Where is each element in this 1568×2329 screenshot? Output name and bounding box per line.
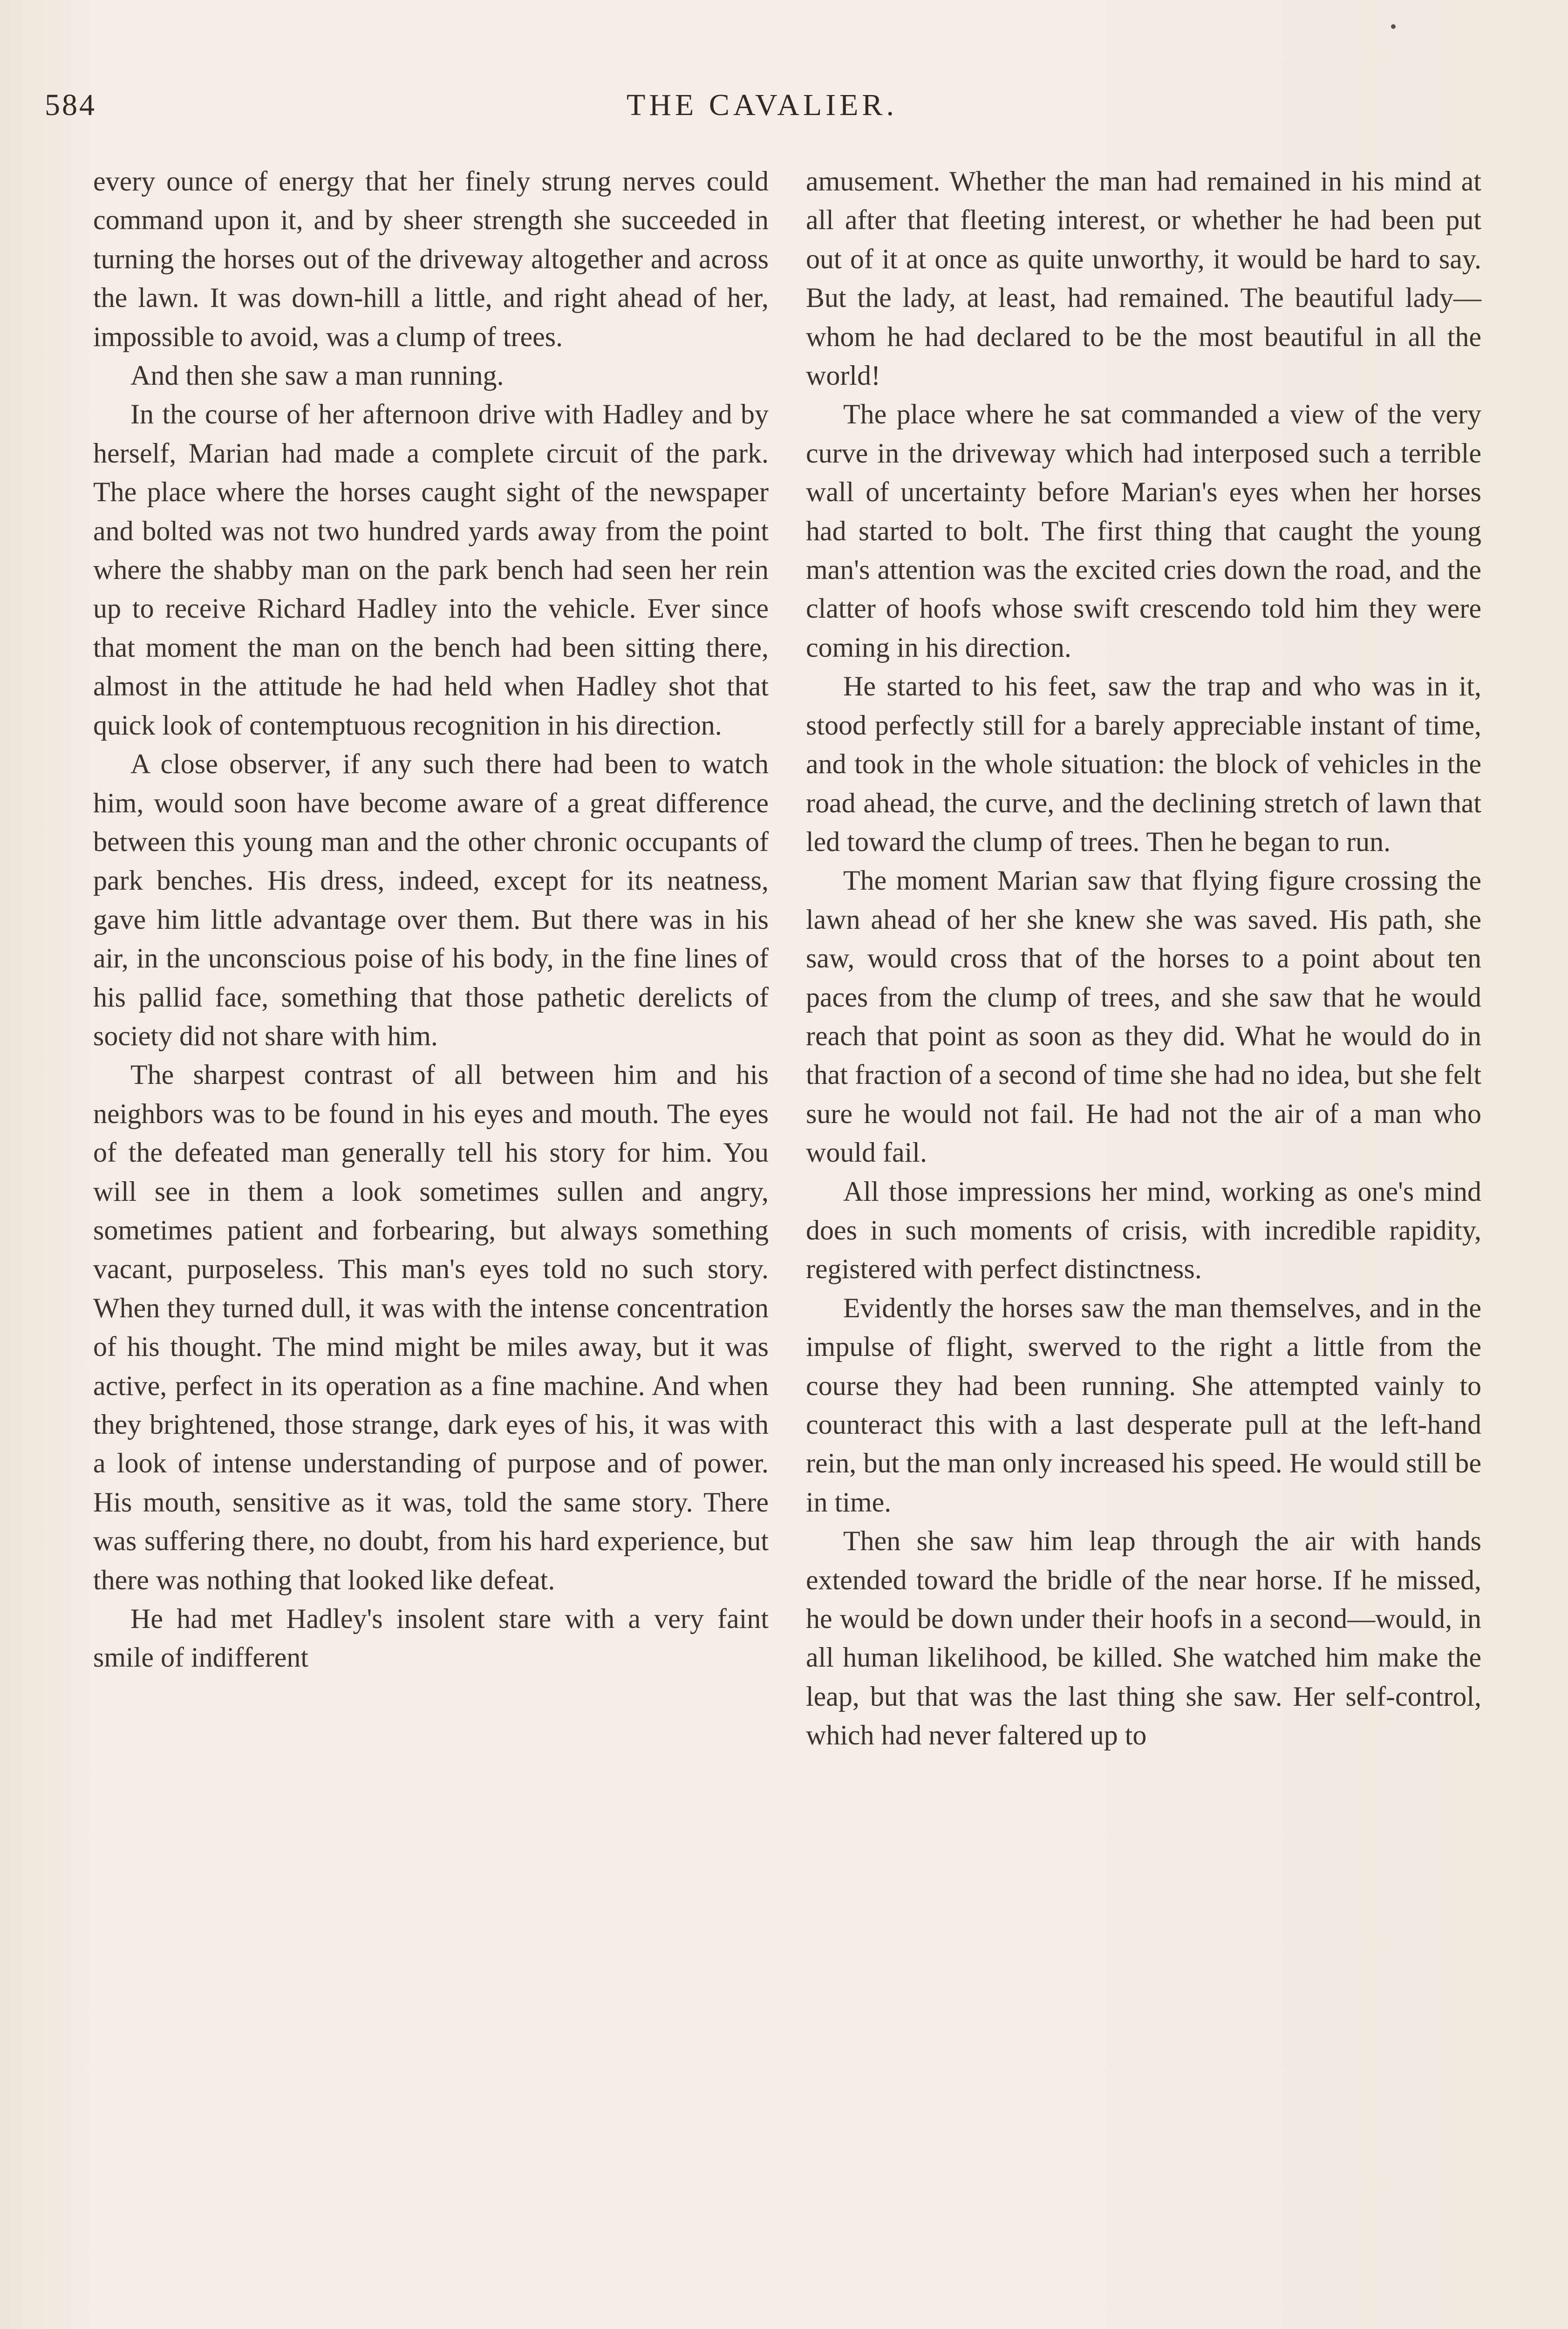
paragraph: He started to his feet, saw the trap and who was in it, stood perfectly still for a barely appreciable instant of time, and took in the whole situation: the block of vehicles in the road ahead, the curve, and the declining stretch of lawn that led toward the clump of trees. Then he began to run.: [806, 671, 1481, 857]
paragraph: The sharpest contrast of all between him and his neighbors was to be found in his eyes and mouth. The eyes of the defeated man generally tell his story for him. You will see in them a look sometimes sullen and angry, sometimes patient and forbearing, but always something vacant, purposeless. This man's eyes told no such story. When they turned dull, it was with the intense concentration of his thought. The mind might be miles away, but it was active, perfect in its operation as a fine machine. And when they brightened, those strange, dark eyes of his, it was with a look of intense understanding of purpose and of power. His mouth, sensitive as it was, told the same story. There was suffering there, no doubt, from his hard experience, but there was nothing that looked like defeat.: [93, 1059, 769, 1595]
paragraph: All those impressions her mind, working as one's mind does in such moments of crisis, with incredible rapidity, registered with perfect distinctness.: [806, 1176, 1481, 1285]
paragraph: amusement. Whether the man had remained in his mind at all after that fleeting interest, or whether he had been put out of it at once as quite unworthy, it would be hard to say. But the lady, at least, had remained. The beautiful lady—whom he had declared to be the most beautiful in all the world!: [806, 166, 1481, 391]
print-speck: [1391, 24, 1396, 29]
paragraph: every ounce of energy that her finely strung nerves could command upon it, and by sheer strength she succeeded in turning the horses out of the driveway altogether and across the lawn. It was down-hill a little, and right ahead of her, impossible to avoid, was a clump of trees.: [93, 166, 769, 352]
right-column: [806, 162, 1481, 1755]
paragraph: A close observer, if any such there had been to watch him, would soon have become aware of a great difference between this young man and the other chronic occupants of park benches. His dress, indeed, except for its neatness, gave him little advantage over them. But there was in his air, in the unconscious poise of his body, in the fine lines of his pallid face, something that those pathetic derelicts of society did not share with him.: [93, 749, 769, 1051]
paragraph: The place where he sat commanded a view of the very curve in the driveway which had interposed such a terrible wall of uncertainty before Marian's eyes when her horses had started to bolt. The first thing that caught the young man's attention was the excited cries down the road, and the clatter of hoofs whose swift crescendo told him they were coming in his direction.: [806, 399, 1481, 663]
paragraph: He had met Hadley's insolent stare with a very faint smile of indifferent: [93, 1603, 769, 1673]
magazine-title: THE CAVALIER.: [627, 88, 898, 122]
paragraph: And then she saw a man running.: [130, 360, 504, 391]
paragraph: In the course of her afternoon drive with Hadley and by herself, Marian had made a complete circuit of the park. The place where the horses caught sight of the newspaper and bolted was not two hundred yards away from the point where the shabby man on the park bench had seen her rein up to receive Richard Hadley into the vehicle. Ever since that moment the man on the bench had been sitting there, almost in the attitude he had held when Hadley shot that quick look of contemptuous recognition in his direction.: [93, 399, 769, 741]
paragraph: Evidently the horses saw the man themselves, and in the impulse of flight, swerved to the right a little from the course they had been running. She attempted vainly to counteract this with a last desperate pull at the left-hand rein, but the man only increased his speed. He would still be in time.: [806, 1292, 1481, 1518]
page-number: 584: [45, 88, 96, 122]
running-head: [45, 88, 1479, 129]
paragraph: Then she saw him leap through the air with hands extended toward the bridle of the near horse. If he missed, he would be down under their hoofs in a second—would, in all human likelihood, be killed. She watched him make the leap, but that was the last thing she saw. Her self-control, which had never faltered up to: [806, 1525, 1481, 1751]
paragraph: The moment Marian saw that flying figure crossing the lawn ahead of her she knew she was saved. His path, she saw, would cross that of the horses to a point about ten paces from the clump of trees, and she saw that he would reach that point as soon as they did. What he would do in that fraction of a second of time she had no idea, but she felt sure he would not fail. He had not the air of a man who would fail.: [806, 865, 1481, 1168]
left-column: [93, 162, 769, 1677]
